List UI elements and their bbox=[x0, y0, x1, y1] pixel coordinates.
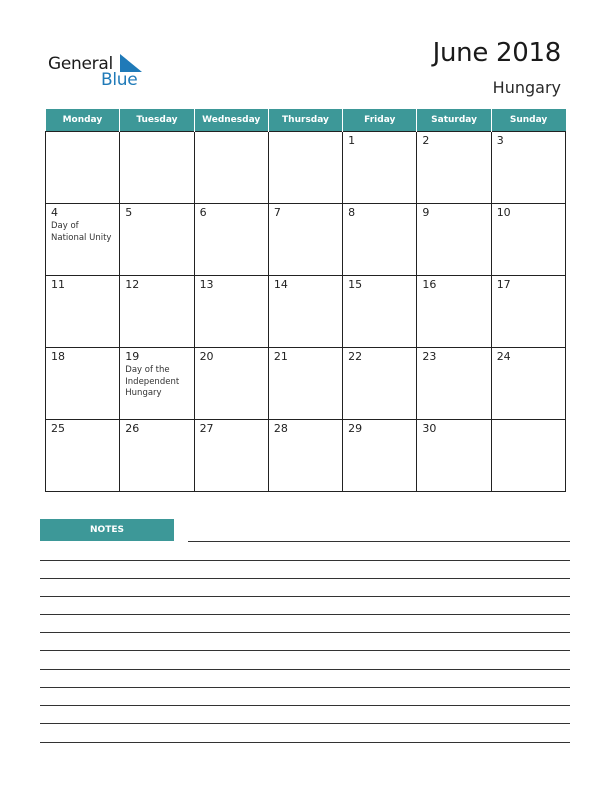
notes-line bbox=[40, 742, 570, 743]
day-cell bbox=[417, 132, 491, 204]
day-number: 19 bbox=[125, 350, 140, 363]
country-name: Hungary bbox=[492, 78, 561, 97]
day-number: 8 bbox=[348, 206, 356, 219]
weekday-thursday: Thursday bbox=[268, 109, 342, 132]
day-cell bbox=[46, 348, 120, 420]
day-number: 10 bbox=[496, 206, 511, 219]
week-row-2 bbox=[46, 204, 566, 276]
day-cell bbox=[491, 276, 565, 348]
day-cell bbox=[417, 348, 491, 420]
day-number: 22 bbox=[348, 350, 363, 363]
notes-line bbox=[40, 632, 570, 633]
day-cell bbox=[417, 204, 491, 276]
notes-line bbox=[40, 596, 570, 597]
day-number: 28 bbox=[273, 422, 288, 435]
weekday-sunday: Sunday bbox=[491, 109, 565, 132]
day-cell bbox=[46, 276, 120, 348]
day-cell bbox=[268, 276, 342, 348]
day-cell bbox=[268, 204, 342, 276]
notes-line bbox=[40, 650, 570, 651]
day-cell bbox=[343, 420, 417, 492]
week-row-1 bbox=[46, 132, 566, 204]
day-number: 24 bbox=[496, 350, 511, 363]
day-number: 2 bbox=[422, 134, 430, 147]
weekday-tuesday: Tuesday bbox=[120, 109, 194, 132]
day-cell bbox=[343, 132, 417, 204]
day-cell bbox=[491, 204, 565, 276]
day-cell bbox=[194, 276, 268, 348]
notes-line bbox=[40, 614, 570, 615]
generalblue-logo bbox=[48, 52, 158, 92]
day-number: 29 bbox=[348, 422, 363, 435]
weekday-wednesday: Wednesday bbox=[194, 109, 268, 132]
day-number: 25 bbox=[51, 422, 65, 435]
day-number: 12 bbox=[125, 278, 140, 291]
day-cell bbox=[46, 204, 120, 276]
day-cell bbox=[120, 420, 194, 492]
day-cell bbox=[343, 348, 417, 420]
day-number: 7 bbox=[273, 206, 281, 219]
day-cell bbox=[194, 132, 268, 204]
day-cell bbox=[194, 348, 268, 420]
day-number: 3 bbox=[496, 134, 504, 147]
day-number: 26 bbox=[125, 422, 140, 435]
day-cell bbox=[194, 204, 268, 276]
holiday-label: Day of National Unity bbox=[51, 221, 112, 243]
weekday-monday: Monday bbox=[46, 109, 120, 132]
day-cell bbox=[268, 420, 342, 492]
holiday-label: Day of the Independent Hungary bbox=[125, 365, 180, 398]
calendar-grid bbox=[45, 109, 566, 492]
day-cell bbox=[120, 276, 194, 348]
day-cell bbox=[46, 420, 120, 492]
day-number: 1 bbox=[348, 134, 356, 147]
week-row-4 bbox=[46, 348, 566, 420]
day-number: 5 bbox=[125, 206, 133, 219]
day-cell bbox=[46, 132, 120, 204]
notes-line bbox=[188, 541, 570, 542]
day-cell bbox=[417, 276, 491, 348]
day-number: 18 bbox=[51, 350, 65, 363]
day-number: 23 bbox=[422, 350, 437, 363]
day-cell bbox=[491, 132, 565, 204]
weekday-header-row bbox=[46, 109, 566, 132]
day-number: 20 bbox=[199, 350, 214, 363]
notes-line bbox=[40, 705, 570, 706]
day-number: 11 bbox=[51, 278, 65, 291]
day-number: 9 bbox=[422, 206, 430, 219]
week-row-3 bbox=[46, 276, 566, 348]
day-number: 4 bbox=[51, 206, 58, 219]
day-number: 6 bbox=[199, 206, 207, 219]
day-cell bbox=[491, 420, 565, 492]
day-cell bbox=[268, 348, 342, 420]
notes-line bbox=[40, 687, 570, 688]
notes-line bbox=[40, 723, 570, 724]
day-number: 21 bbox=[273, 350, 288, 363]
day-cell bbox=[120, 348, 194, 420]
notes-line bbox=[40, 560, 570, 561]
day-cell bbox=[417, 420, 491, 492]
day-cell bbox=[343, 276, 417, 348]
day-number: 30 bbox=[422, 422, 437, 435]
weekday-friday: Friday bbox=[343, 109, 417, 132]
day-cell bbox=[120, 204, 194, 276]
day-number: 17 bbox=[496, 278, 511, 291]
notes-heading: NOTES bbox=[40, 519, 174, 541]
day-number: 13 bbox=[199, 278, 214, 291]
day-cell bbox=[343, 204, 417, 276]
logo-word-general: General bbox=[48, 54, 113, 74]
month-title: June 2018 bbox=[432, 38, 561, 68]
day-cell bbox=[120, 132, 194, 204]
notes-line bbox=[40, 669, 570, 670]
notes-line bbox=[40, 578, 570, 579]
day-number: 27 bbox=[199, 422, 214, 435]
day-number: 16 bbox=[422, 278, 437, 291]
logo-word-blue: Blue bbox=[101, 70, 138, 90]
day-number: 14 bbox=[273, 278, 288, 291]
day-cell bbox=[268, 132, 342, 204]
weekday-saturday: Saturday bbox=[417, 109, 491, 132]
day-cell bbox=[491, 348, 565, 420]
week-row-5 bbox=[46, 420, 566, 492]
day-cell bbox=[194, 420, 268, 492]
day-number: 15 bbox=[348, 278, 363, 291]
